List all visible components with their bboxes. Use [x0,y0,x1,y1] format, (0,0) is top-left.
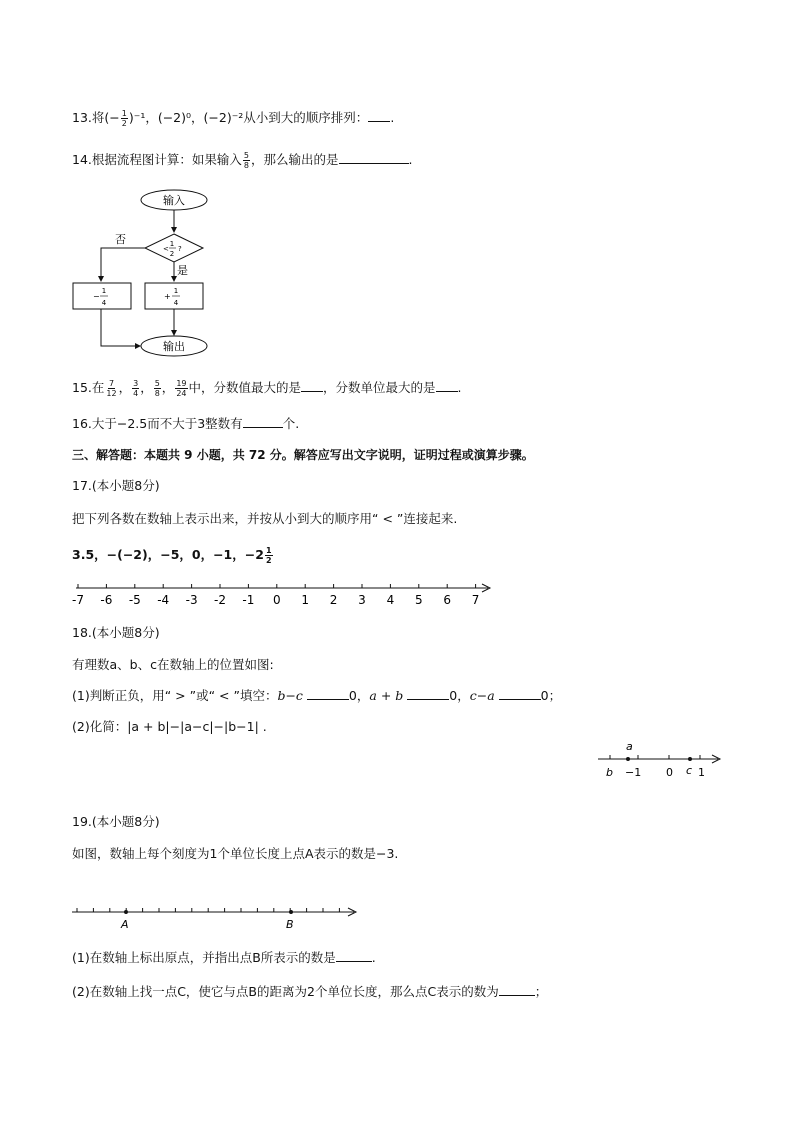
flow-right-d: 4 [173,299,179,307]
q17-axis-label: -7 [72,593,84,607]
q15-mid: 中，分数值最大的是 [188,380,302,395]
q13-suffix: . [390,110,395,125]
q15-fraction-3: $\frac{5}{8}$ [154,379,160,398]
q15-fraction-1: $\frac{7}{12}$ [106,379,117,398]
flow-left-n: 1 [101,287,107,295]
q17-axis-label: -1 [242,593,255,607]
q18-zero-3: 0 [540,688,549,703]
flow-input-label: 输入 [163,194,185,207]
q13-fraction: − [109,110,120,125]
q15-fraction-4: $\frac{19}{24}$ [176,379,187,398]
q19-part1-suffix: . [371,950,376,965]
q17-axis-label: 4 [386,593,395,607]
q16-suffix: 个. [282,416,300,431]
q17-mixed-fraction: $\frac{1}{2}$ [265,546,272,565]
q13-fraction-half: $\frac{1}{2}$ [121,109,127,128]
q17-axis-label: 3 [358,593,366,607]
q18-part1-prefix: (1)判断正负，用“ > ”或“ < ”填空： [72,688,278,703]
section-3-heading: 三、解答题：本题共 9 小题，共 72 分。解答应写出文字说明，证明过程或演算步骤。 [72,448,534,462]
q18-header: 18.(本小题8分) [72,625,160,640]
flow-decision-n: 1 [169,240,175,248]
q17-axis-label: 5 [414,593,423,607]
q17-axis-label: 2 [329,593,338,607]
q18-label-neg1: −1 [625,766,642,779]
q18-expr-1: b−c [277,688,303,703]
flow-right-n: 1 [173,287,179,295]
flow-yes-label: 是 [177,264,188,277]
q19-label-a: A [121,918,129,931]
q18-expr-3: c−a [469,688,495,703]
flow-right-op: + [164,292,171,301]
flow-no-label: 否 [115,233,126,246]
q19-part1 [72,948,376,967]
q17-axis-label: 6 [443,593,452,607]
q17-axis-label: -4 [157,593,170,607]
q18-label-zero: 0 [666,766,673,779]
q19-blank-2[interactable] [499,982,535,996]
q13-mid: )⁻¹，(−2)⁰，(−2)⁻²从小到大的顺序排列： [128,110,369,125]
q18-text-content: 有理数a、b、c在数轴上的位置如图: [72,657,274,672]
q14-fraction: $\frac{5}{8}$ [243,151,249,170]
q16-text: 16.大于−2.5而不大于3整数有 [72,416,243,431]
q19-header: 19.(本小题8分) [72,814,160,829]
q17-header: 17.(本小题8分) [72,478,160,493]
flow-left-d: 4 [101,299,107,307]
q19-text: 如图，数轴上每个刻度为1个单位长度上点A表示的数是−3. [72,846,399,861]
q17-axis-label: -2 [214,593,226,607]
q18-label-b: b [606,766,613,779]
q18-zero-1: 0 [348,688,357,703]
flow-output-label: 输出 [163,340,185,353]
q18-label-a: a [626,740,633,753]
q18-part1: (1)判断正负，用“ > ”或“ < ”填空：b−c 0，a + b 0，c−a 0； [72,688,562,703]
flow-decision-q: ? [178,245,182,253]
q17-axis-label: 0 [272,593,281,607]
q19-point-b [289,910,293,914]
q19-blank-1[interactable] [336,948,372,962]
flow-decision-d: 2 [169,250,175,258]
q19-part2 [72,982,547,1001]
q15-fraction-2: $\frac{3}{4}$ [133,379,139,398]
q17-text: 把下列各数在数轴上表示出来，并按从小到大的顺序用“ < ”连接起来. [72,511,458,526]
q13-prefix: 13.将( [72,110,110,125]
q19-part2-suffix: ； [534,984,548,999]
q17-number-list: 3.5，−(−2)，−5，0，−1，−2 [72,547,264,562]
q17-axis-label: 7 [471,593,480,607]
q14-mid: ，那么输出的是 [250,152,339,167]
q14-prefix: 14.根据流程图计算：如果输入 [72,152,242,167]
q17-axis-label: -6 [100,593,113,607]
question-15: 15.在 $\frac{7}{12}$ ， $\frac{3}{4}$ ， $\frac{5}{8}$ ， $\frac{19}{24}$ 中，分数值最大的是 ，分数单位最大的是 . [72,379,462,398]
q19-label-b: B [286,918,294,931]
flow-left-op: − [93,292,100,301]
q19-part1-text: (1)在数轴上标出原点，并指出点B所表示的数是 [72,950,336,965]
q17-axis-label: 1 [301,593,310,607]
q18-label-one: 1 [698,766,705,779]
flow-decision-lt: < [163,245,169,253]
q15-prefix: 15.在 [72,380,105,395]
q18-zero-2: 0 [449,688,458,703]
q18-part2: (2)化简：|a + b|−|a−c|−|b−1| . [72,719,267,734]
q15-mid2: ，分数单位最大的是 [323,380,436,395]
q17-axis-label: -3 [185,593,198,607]
q15-suffix: . [457,380,462,395]
q17-axis-label: -5 [128,593,141,607]
q18-label-c: c [686,764,693,777]
q18-expr-2: a + b [369,688,404,703]
q19-point-a [124,910,128,914]
q19-part2-text: (2)在数轴上找一点C，使它与点B的距离为2个单位长度，那么点C表示的数为 [72,984,499,999]
q14-suffix: . [408,152,413,167]
